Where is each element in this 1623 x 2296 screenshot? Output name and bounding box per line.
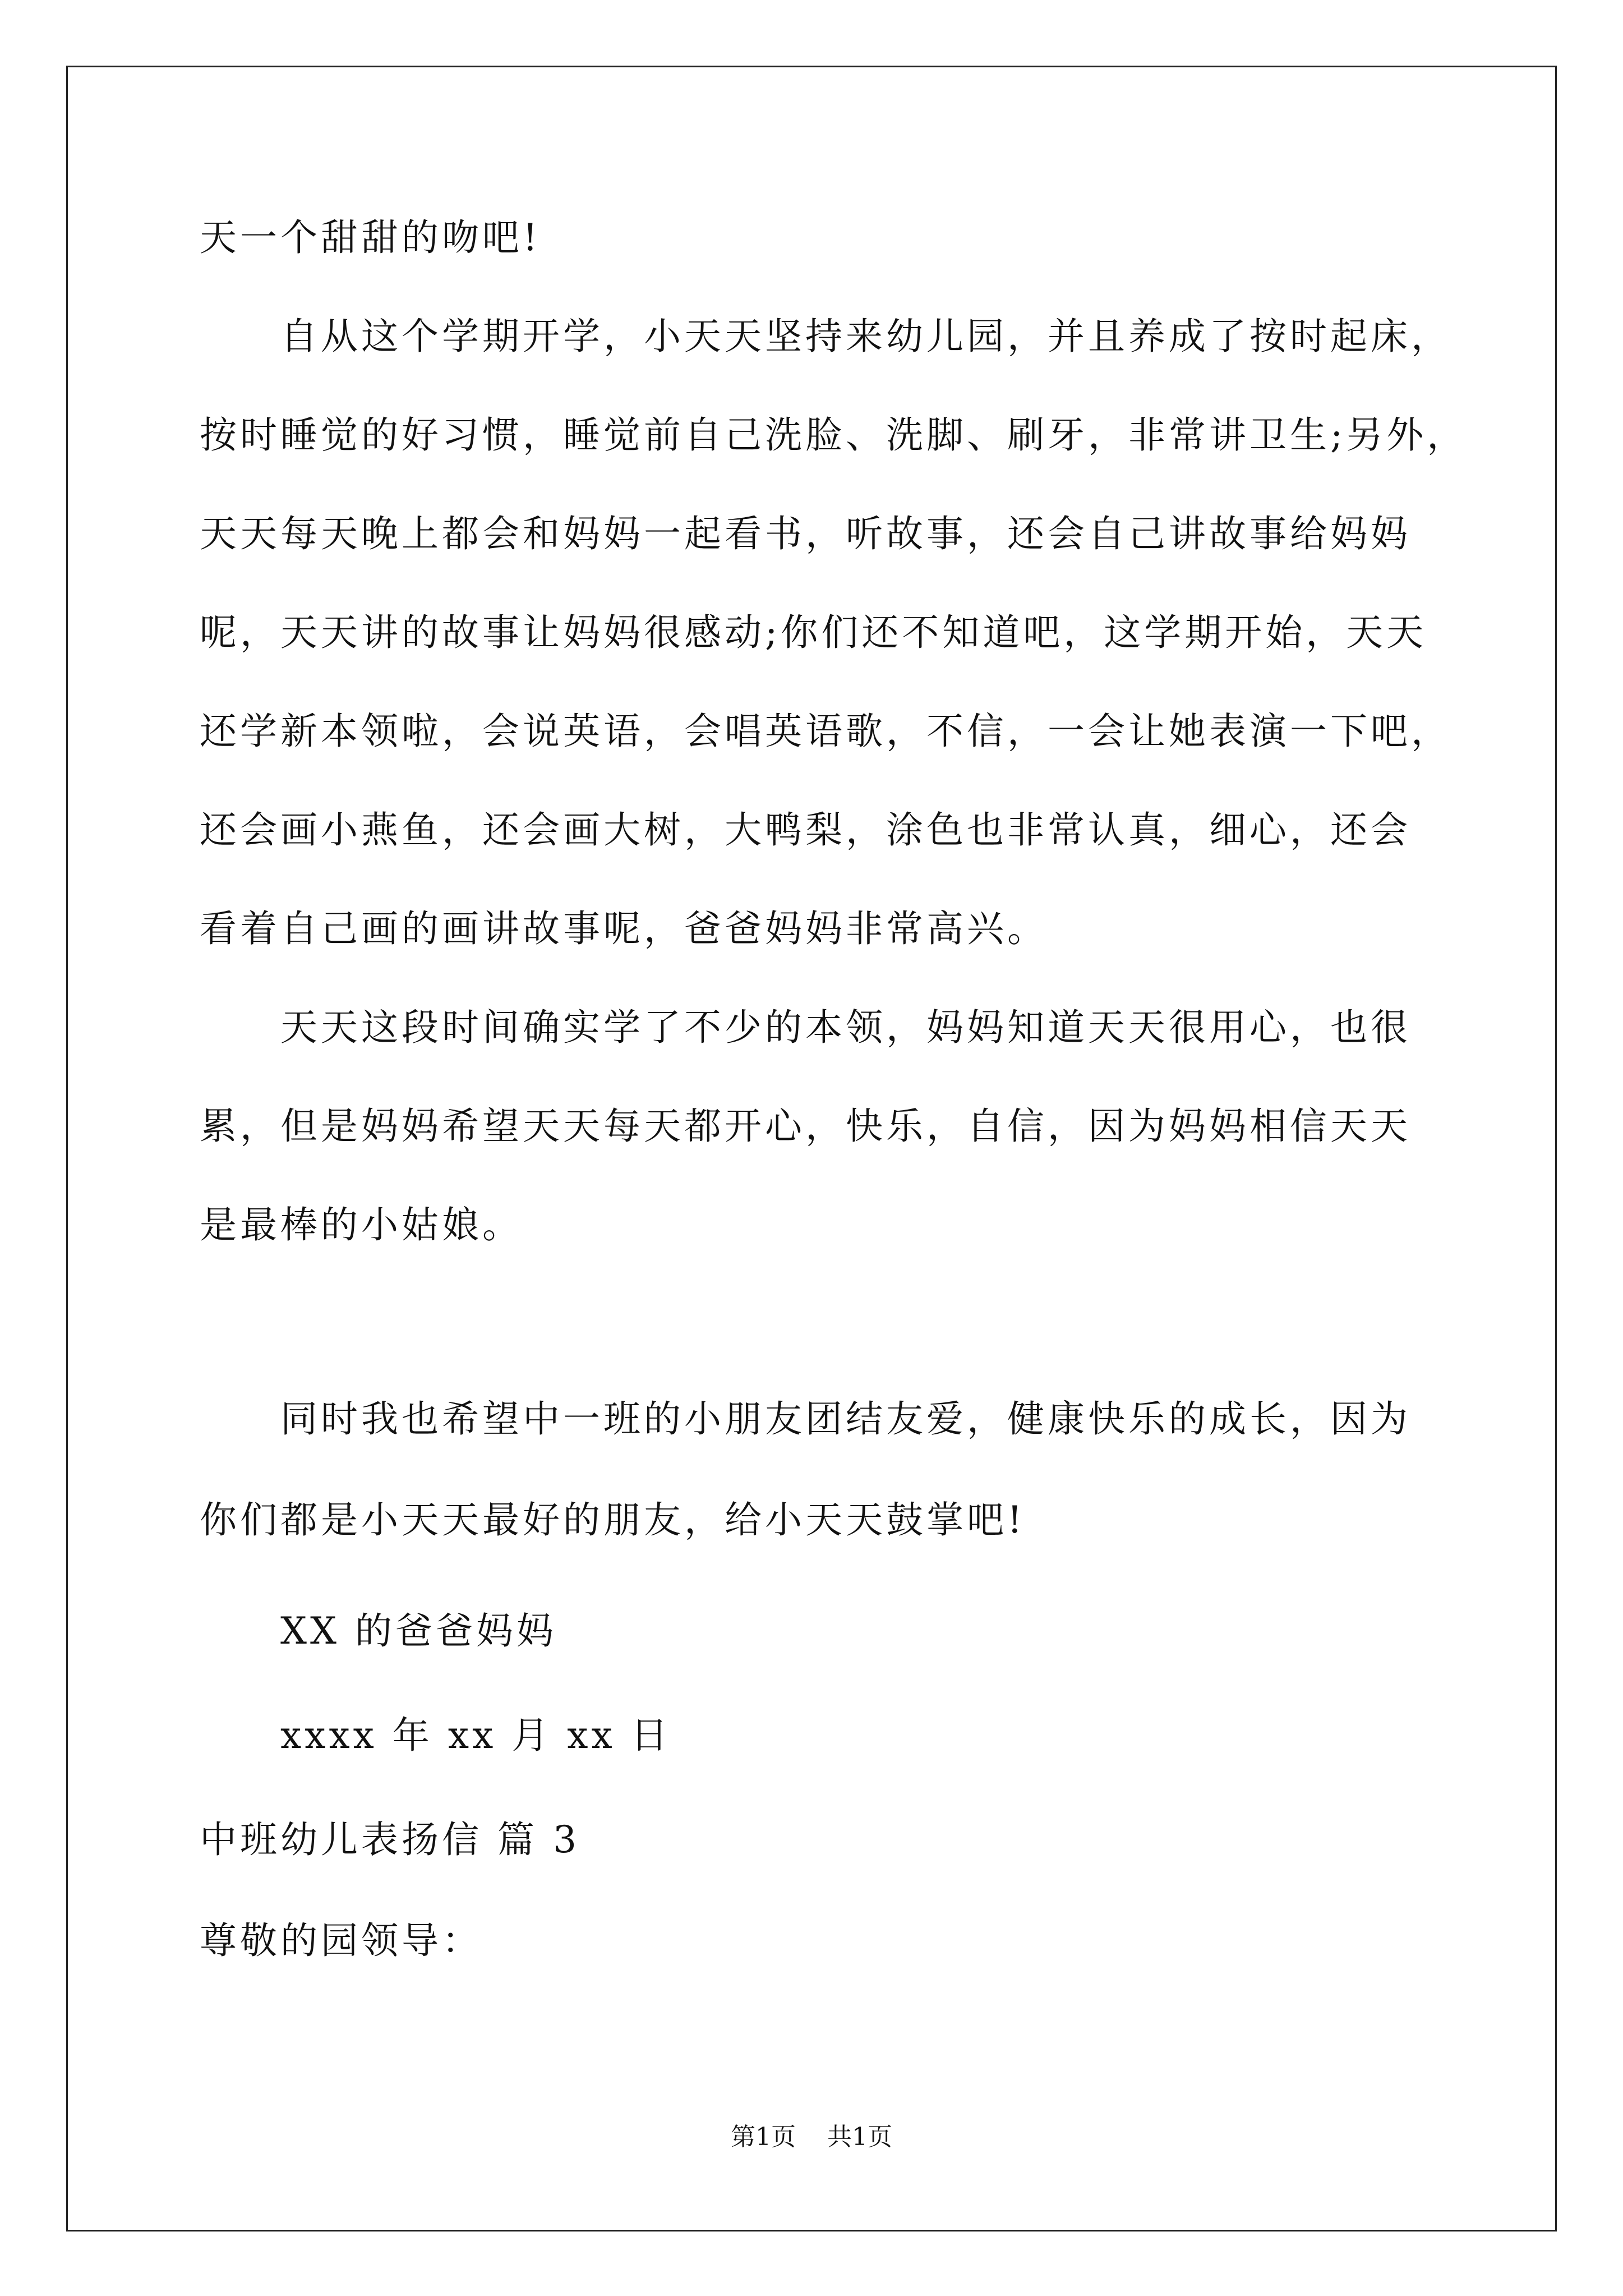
body-line-11: 是最棒的小姑娘。 (200, 1203, 523, 1246)
page-number: 第1页 (731, 2123, 796, 2151)
signature: XX 的爸爸妈妈 (280, 1609, 557, 1653)
body-line-4: 天天每天晚上都会和妈妈一起看书，听故事，还会自己讲故事给妈妈 (200, 512, 1411, 555)
body-line-6: 还学新本领啦，会说英语，会唱英语歌，不信，一会让她表演一下吧， (200, 710, 1451, 753)
body-line-5: 呢，天天讲的故事让妈妈很感动;你们还不知道吧，这学期开始，天天 (200, 611, 1427, 654)
salutation: 尊敬的园领导： (200, 1919, 482, 1962)
body-line-7: 还会画小燕鱼，还会画大树，大鸭梨，涂色也非常认真，细心，还会 (200, 808, 1411, 852)
body-line-9: 天天这段时间确实学了不少的本领，妈妈知道天天很用心，也很 (280, 1006, 1411, 1049)
body-line-10: 累，但是妈妈希望天天每天都开心，快乐，自信，因为妈妈相信天天 (200, 1105, 1411, 1148)
page-footer (0, 2122, 1623, 2153)
body-line-3: 按时睡觉的好习惯，睡觉前自己洗脸、洗脚、刷牙，非常讲卫生;另外， (200, 413, 1468, 457)
body-line-13: 你们都是小天天最好的朋友，给小天天鼓掌吧! (200, 1498, 1026, 1542)
body-line-8: 看着自己画的画讲故事呢，爸爸妈妈非常高兴。 (200, 907, 1048, 950)
body-line-2: 自从这个学期开学，小天天坚持来幼儿园，并且养成了按时起床， (280, 315, 1451, 358)
date-line: xxxx 年 xx 月 xx 日 (280, 1714, 671, 1757)
section-heading: 中班幼儿表扬信 篇 3 (200, 1818, 580, 1861)
body-line-1: 天一个甜甜的吻吧! (200, 216, 541, 259)
body-line-12: 同时我也希望中一班的小朋友团结友爱，健康快乐的成长，因为 (280, 1397, 1411, 1441)
page-total: 共1页 (827, 2123, 892, 2151)
